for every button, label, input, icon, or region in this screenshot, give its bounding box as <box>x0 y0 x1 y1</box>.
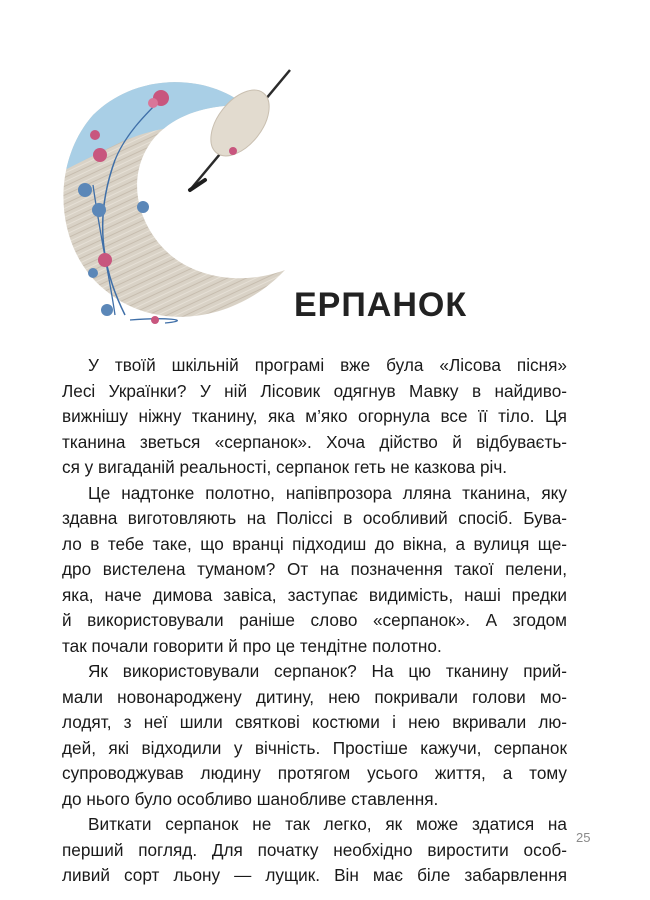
paragraph <box>62 812 567 889</box>
text-line: Виткати серпанок не так легко, як може здатися на <box>88 814 567 834</box>
article-title: ЕРПАНОК <box>294 286 468 324</box>
paragraph <box>62 659 567 812</box>
text-line: Як використовували серпанок? На цю тканину прий- <box>88 661 567 681</box>
paragraph <box>62 481 567 660</box>
text-line: лодят, з неї шили святкові костюми і нею вкривали лю- <box>62 712 567 732</box>
article-body <box>62 353 567 889</box>
text-line: У твоїй шкільній програмі вже була «Лісова пісня» <box>88 355 567 375</box>
text-line: дей, які відходили у вічність. Простіше кажучи, серпанок <box>62 737 567 758</box>
text-line: вижнішу ніжну тканину, яка м’яко огорнула все її тіло. Ця <box>62 406 567 426</box>
text-line: ло в тебе таке, що вранці підходиш до вікна, а вулиця ще- <box>62 533 567 554</box>
text-line: ся у вигаданій реальності, серпанок геть не казкова річ. <box>62 457 508 477</box>
text-line: здавна виготовляють на Поліссі в особливий спосіб. Бува- <box>62 508 567 528</box>
text-line: й використовували раніше слово «серпанок». А згодом <box>62 610 567 630</box>
text-line: мали новонароджену дитину, нею покривали голови мо- <box>62 686 567 707</box>
text-line: дро вистелена туманом? От на позначення такої пелени, <box>62 559 567 579</box>
paragraph <box>62 353 567 481</box>
text-line: яка, наче димова завіса, заступає видимість, наші предки <box>62 584 567 605</box>
drop-cap-illustration <box>55 65 300 330</box>
text-line: тканина зветься «серпанок». Хоча дійство й відбуваєть- <box>62 431 567 452</box>
text-line: так почали говорити й про це тендітне полотно. <box>62 635 442 656</box>
text-line: супроводжував людину протягом усього життя, а тому <box>62 763 567 783</box>
text-line: Лесі Українки? У ній Лісовик одягнув Мавку в найдиво- <box>62 380 567 401</box>
text-line: перший погляд. Для початку необхідно виростити особ- <box>62 839 567 860</box>
text-line: Це надтонке полотно, напівпрозора лляна тканина, яку <box>88 482 567 503</box>
page-number: 25 <box>576 830 591 845</box>
text-line: до нього було особливо шанобливе ставлення. <box>62 788 439 809</box>
text-line: ливий сорт льону — лущик. Він має біле забарвлення <box>62 865 567 885</box>
